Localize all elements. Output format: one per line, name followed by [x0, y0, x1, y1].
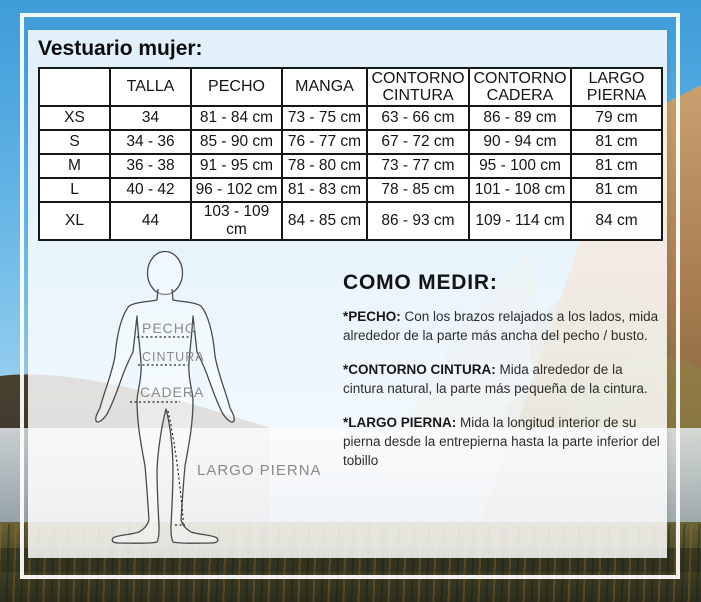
table-cell: 96 - 102 cm: [191, 178, 282, 202]
measure-item-pecho: [343, 307, 661, 345]
table-cell: 81 cm: [571, 154, 662, 178]
measure-item-text: Mida alrededor de la cintura natural, la parte más pequeña de la cintura.: [343, 362, 648, 396]
size-label: M: [39, 154, 110, 178]
table-cell: 91 - 95 cm: [191, 154, 282, 178]
measure-item-text: Mida la longitud interior de su pierna desde la entrepierna hasta la parte inferior del tobillo: [343, 415, 660, 468]
table-cell: 90 - 94 cm: [469, 130, 571, 154]
table-cell: 81 cm: [571, 178, 662, 202]
column-header-manga: MANGA: [282, 68, 367, 106]
column-header-contorno-cadera: CONTORNO CADERA: [469, 68, 571, 106]
table-cell: 40 - 42: [110, 178, 191, 202]
column-header-contorno-cintura: CONTORNO CINTURA: [367, 68, 469, 106]
body-measurement-diagram: [85, 248, 335, 553]
page-title: Vestuario mujer:: [38, 37, 203, 60]
size-label: L: [39, 178, 110, 202]
measure-item-largo-pierna: [343, 413, 661, 470]
table-cell: 63 - 66 cm: [367, 106, 469, 130]
table-row-m: [39, 154, 662, 178]
table-cell: 84 cm: [571, 202, 662, 240]
size-label: S: [39, 130, 110, 154]
table-row-s: [39, 130, 662, 154]
how-to-measure-heading: COMO MEDIR:: [343, 271, 498, 294]
table-cell: 34: [110, 106, 191, 130]
table-cell: 81 - 83 cm: [282, 178, 367, 202]
table-cell: 84 - 85 cm: [282, 202, 367, 240]
how-to-measure-instructions: [343, 307, 661, 485]
table-cell: 73 - 75 cm: [282, 106, 367, 130]
size-table: [38, 67, 663, 241]
table-cell: 36 - 38: [110, 154, 191, 178]
table-cell: 78 - 80 cm: [282, 154, 367, 178]
table-cell: 95 - 100 cm: [469, 154, 571, 178]
pecho-label: PECHO: [142, 320, 197, 336]
size-label: XS: [39, 106, 110, 130]
table-row-l: [39, 178, 662, 202]
table-cell: 78 - 85 cm: [367, 178, 469, 202]
table-row-xl: [39, 202, 662, 240]
table-cell: 67 - 72 cm: [367, 130, 469, 154]
largo-pierna-label: LARGO PIERNA: [197, 462, 322, 479]
column-header-talla: TALLA: [110, 68, 191, 106]
table-cell: 85 - 90 cm: [191, 130, 282, 154]
measure-item-contorno-cintura: [343, 360, 661, 398]
size-label: XL: [39, 202, 110, 240]
size-table-header-row: [39, 68, 662, 106]
table-row-xs: [39, 106, 662, 130]
column-header-empty: [39, 68, 110, 106]
figure-head: [148, 252, 183, 295]
table-cell: 109 - 114 cm: [469, 202, 571, 240]
table-cell: 101 - 108 cm: [469, 178, 571, 202]
measure-item-label: *LARGO PIERNA:: [343, 415, 457, 430]
table-cell: 103 - 109 cm: [191, 202, 282, 240]
table-cell: 86 - 89 cm: [469, 106, 571, 130]
table-cell: 34 - 36: [110, 130, 191, 154]
table-cell: 81 - 84 cm: [191, 106, 282, 130]
table-cell: 76 - 77 cm: [282, 130, 367, 154]
measure-item-text: Con los brazos relajados a los lados, mida alrededor de la parte más ancha del pecho / busto.: [343, 309, 659, 343]
cintura-label: CINTURA: [142, 350, 205, 364]
table-cell: 81 cm: [571, 130, 662, 154]
column-header-pecho: PECHO: [191, 68, 282, 106]
table-cell: 86 - 93 cm: [367, 202, 469, 240]
measure-item-label: *PECHO:: [343, 309, 401, 324]
table-cell: 79 cm: [571, 106, 662, 130]
measure-item-label: *CONTORNO CINTURA:: [343, 362, 496, 377]
table-cell: 44: [110, 202, 191, 240]
column-header-largo-pierna: LARGO PIERNA: [571, 68, 662, 106]
table-cell: 73 - 77 cm: [367, 154, 469, 178]
cadera-label: CADERA: [140, 384, 205, 400]
